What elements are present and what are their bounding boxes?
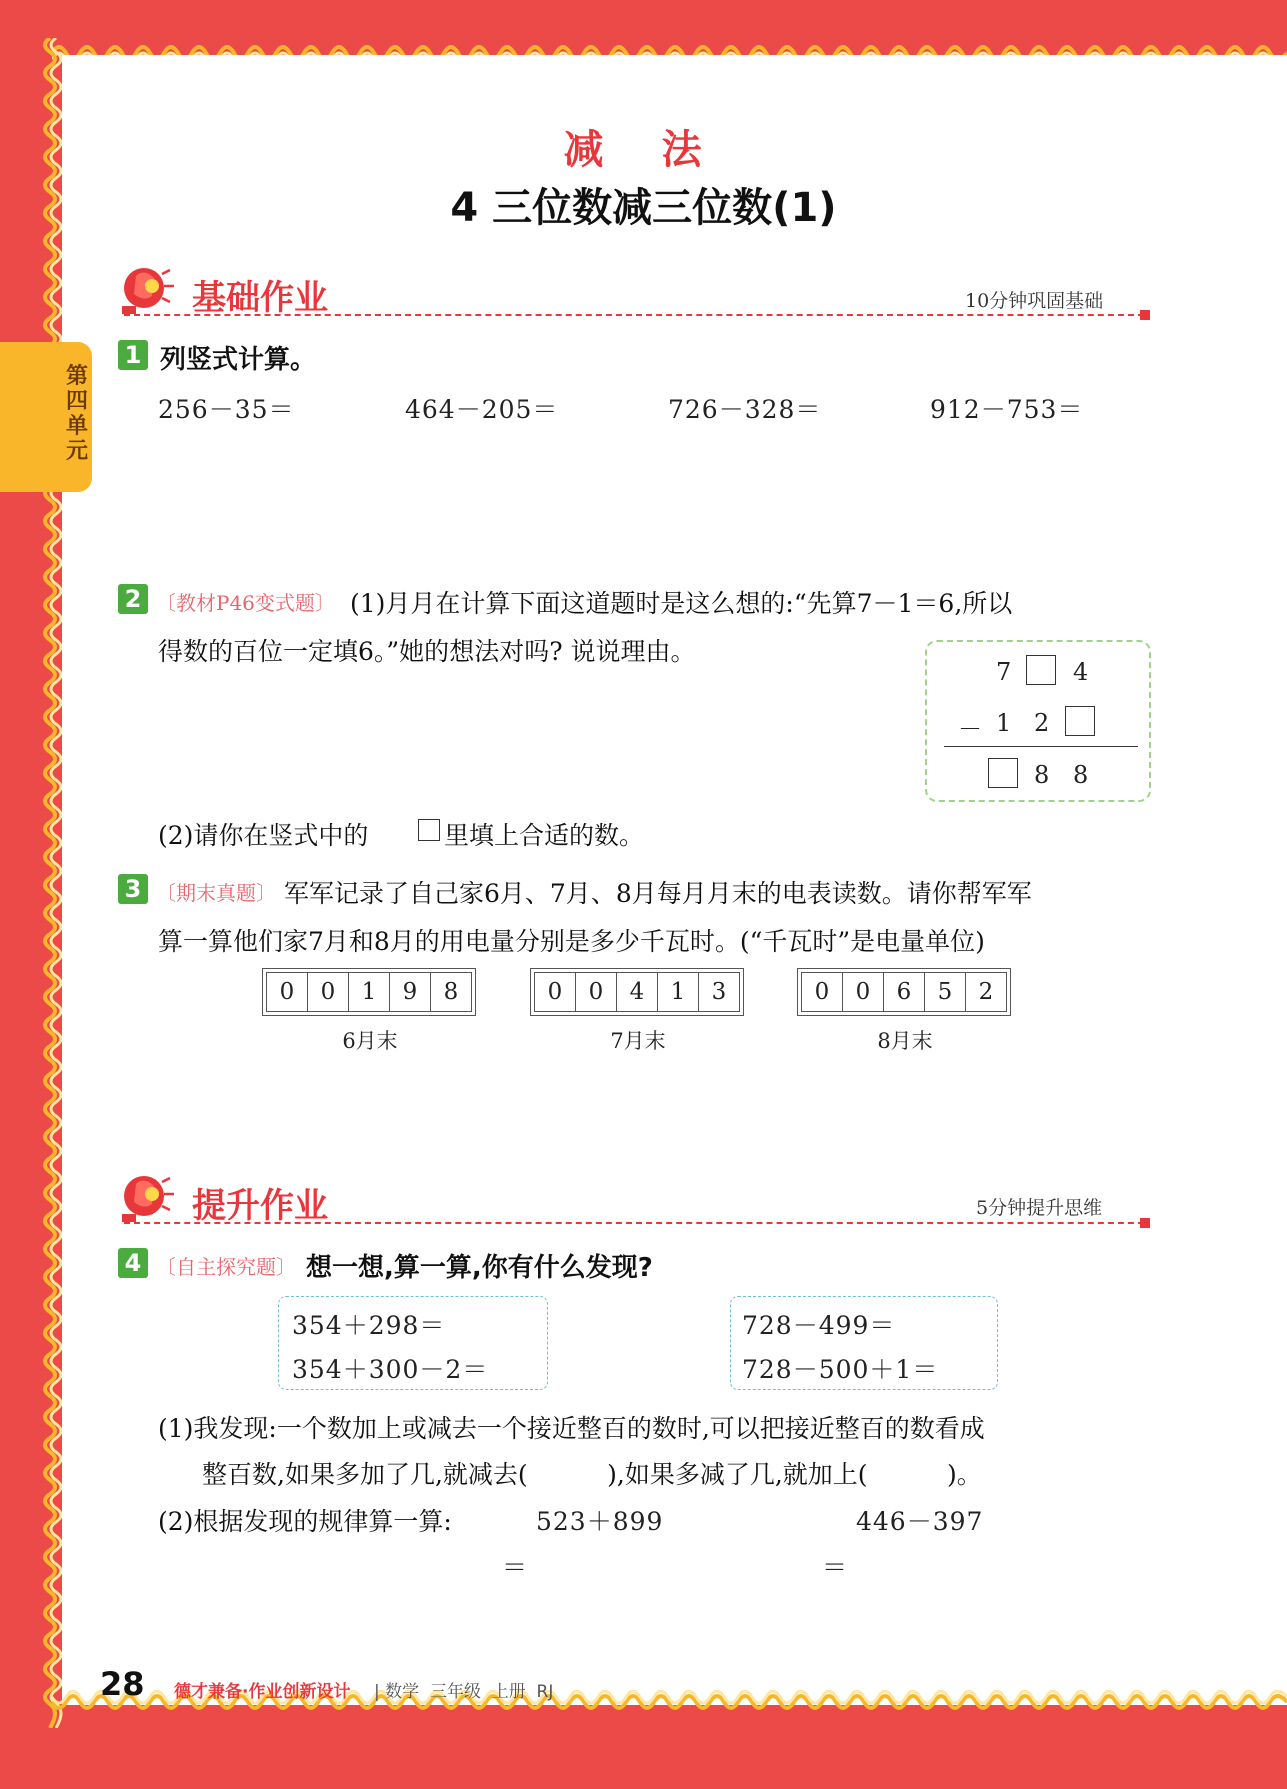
side-tab-char: 元 xyxy=(65,439,88,464)
question-number-badge: 1 xyxy=(118,340,148,370)
q4-expression: 354＋298＝ xyxy=(292,1311,446,1340)
rule-end-marker xyxy=(1140,310,1150,320)
meter-digit: 2 xyxy=(978,979,994,1005)
q4-part1-line1: (1)我发现:一个数加上或减去一个接近整百的数时,可以把接近整百的数看成 xyxy=(158,1414,985,1443)
square-symbol xyxy=(418,819,440,841)
page-title: 4 三位数减三位数(1) xyxy=(450,185,837,231)
vertical-divider-line xyxy=(944,746,1138,747)
q2-line2: 得数的百位一定填6。”她的想法对吗? 说说理由。 xyxy=(158,637,696,666)
q4-expression: 354＋300－2＝ xyxy=(292,1355,489,1384)
vertical-digit: 7 xyxy=(996,658,1012,686)
q1-expression: 912－753＝ xyxy=(930,395,1084,424)
q2-line1: (1)月月在计算下面这道题时是这么想的:“先算7－1＝6,所以 xyxy=(350,589,1013,618)
q4-tag: 〔自主探究题〕 xyxy=(156,1255,296,1279)
meter-digit: 0 xyxy=(308,973,349,1011)
vertical-digit: 8 xyxy=(1034,761,1050,789)
q4-expression: 728－500＋1＝ xyxy=(742,1355,939,1384)
meter-digit: 0 xyxy=(576,973,617,1011)
page-number: 28 xyxy=(100,1665,145,1703)
vertical-digit: 2 xyxy=(1034,709,1050,737)
lamp-icon xyxy=(118,262,178,318)
electric-meter xyxy=(530,968,744,1016)
q4-part2-expression: 523＋899 xyxy=(536,1507,664,1536)
meter-digit: 0 xyxy=(535,973,576,1011)
section-subtitle-advanced: 5分钟提升思维 xyxy=(976,1197,1103,1219)
vertical-digit: 4 xyxy=(1073,658,1089,686)
meter-digit: 4 xyxy=(617,973,658,1011)
meter-digit: 0 xyxy=(843,973,884,1011)
q3-line2: 算一算他们家7月和8月的用电量分别是多少千瓦时。(“千瓦时”是电量单位) xyxy=(158,927,985,956)
section-rule xyxy=(124,314,1144,316)
answer-square[interactable] xyxy=(1026,655,1056,685)
q1-expression: 726－328＝ xyxy=(668,395,822,424)
side-tab-char: 单 xyxy=(65,414,88,439)
question-number-badge: 4 xyxy=(118,1248,148,1278)
q2-tag: 〔教材P46变式题〕 xyxy=(156,591,335,615)
meter-caption: 6月末 xyxy=(342,1029,398,1053)
meter-caption: 8月末 xyxy=(877,1029,933,1053)
q4-part2-expression: 446－397 xyxy=(856,1507,984,1536)
section-title-advanced: 提升作业 xyxy=(192,1186,328,1226)
section-title-basic: 基础作业 xyxy=(192,278,328,318)
side-tab-char: 四 xyxy=(65,389,88,414)
side-tab-char: 第 xyxy=(65,364,88,389)
q2-part2-text-b: 里填上合适的数。 xyxy=(444,821,645,850)
equals-sign: ＝ xyxy=(822,1553,849,1582)
q4-prompt: 想一想,算一算,你有什么发现? xyxy=(306,1253,653,1283)
answer-square[interactable] xyxy=(988,758,1018,788)
electric-meter xyxy=(797,968,1011,1016)
q1-prompt: 列竖式计算。 xyxy=(160,345,317,375)
lamp-icon xyxy=(118,1170,178,1226)
vertical-digit: 8 xyxy=(1073,761,1089,789)
answer-square[interactable] xyxy=(1065,706,1095,736)
meter-digit: 8 xyxy=(443,979,459,1005)
q3-line1: 军军记录了自己家6月、7月、8月每月月末的电表读数。请你帮军军 xyxy=(284,879,1032,908)
meter-digit: 5 xyxy=(925,973,966,1011)
chapter-subtitle: 减 法 xyxy=(563,127,724,173)
section-rule xyxy=(124,1222,1144,1224)
footer-book-info: | 数学 三年级 上册 RJ xyxy=(374,1682,554,1702)
minus-sign: － xyxy=(958,715,982,743)
meter-digit: 9 xyxy=(390,973,431,1011)
q4-part1-line2: 整百数,如果多加了几,就减去( ),如果多减了几,就加上( )。 xyxy=(202,1460,982,1489)
unit-side-tab xyxy=(0,342,92,492)
footer-brand: 德才兼备·作业创新设计 xyxy=(174,1682,351,1702)
q4-expression: 728－499＝ xyxy=(742,1311,896,1340)
q4-part2-label: (2)根据发现的规律算一算: xyxy=(158,1507,452,1536)
meter-digit: 0 xyxy=(267,973,308,1011)
section-subtitle-basic: 10分钟巩固基础 xyxy=(965,290,1104,312)
question-number-badge: 3 xyxy=(118,874,148,904)
equals-sign: ＝ xyxy=(502,1553,529,1582)
rule-end-marker xyxy=(1140,1218,1150,1228)
meter-digit: 1 xyxy=(658,973,699,1011)
q3-tag: 〔期末真题〕 xyxy=(156,881,276,905)
meter-digit: 1 xyxy=(349,973,390,1011)
vertical-digit: 1 xyxy=(996,709,1012,737)
q2-part2-text-a: (2)请你在竖式中的 xyxy=(158,821,369,850)
meter-digit: 6 xyxy=(884,973,925,1011)
meter-digit: 0 xyxy=(802,973,843,1011)
meter-caption: 7月末 xyxy=(610,1029,666,1053)
q1-expression: 464－205＝ xyxy=(405,395,559,424)
q1-expression: 256－35＝ xyxy=(158,395,295,424)
meter-digit: 3 xyxy=(711,979,727,1005)
question-number-badge: 2 xyxy=(118,584,148,614)
electric-meter xyxy=(262,968,476,1016)
